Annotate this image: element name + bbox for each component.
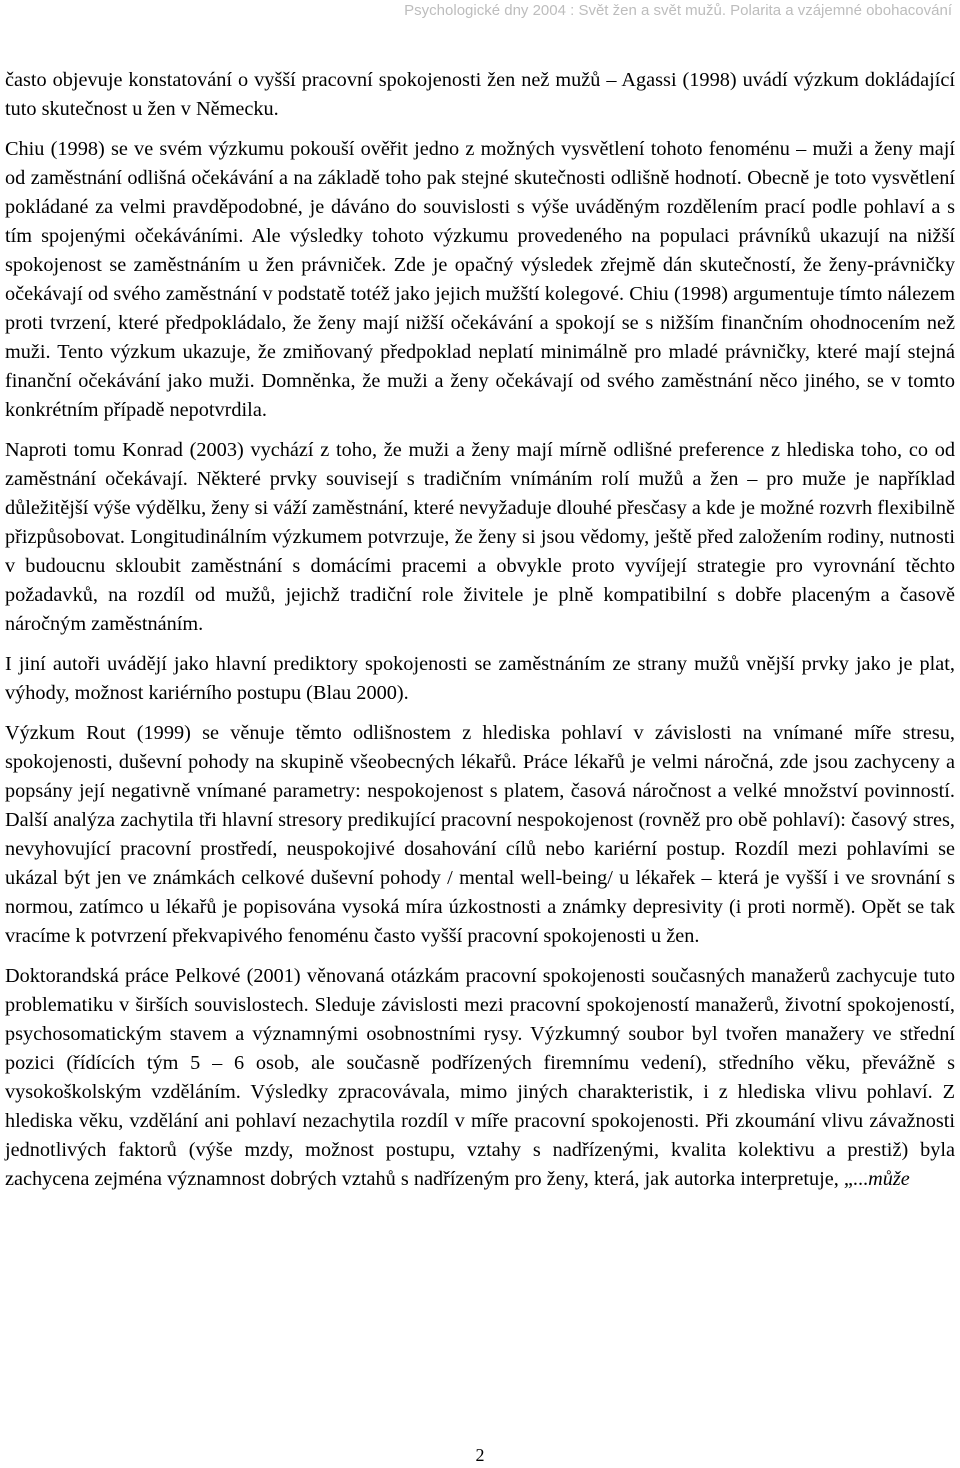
paragraph: Chiu (1998) se ve svém výzkumu pokouší ověřit jedno z možných vysvětlení tohoto fenoménu – muži a ženy mají od zaměstnání odlišná očekávání a na základě toho pak stejné skutečnosti odlišně hodnotí. Obecně je toto vysvětlení pokládané za velmi pravděpodobné, je dáváno do souvislosti s výše uváděným rozdělením prací podle pohlaví a s tím spojenými očekáváními. Ale výsledky tohoto výzkumu provedeného na populaci právníků ukazují na nižší spokojenost se zaměstnáním u žen právniček. Zde je opačný výsledek zřejmě dán skutečností, že ženy-právničky očekávají od svého zaměstnání v podstatě totéž jako jejich mužští kolegové. Chiu (1998) argumentuje tímto nálezem proti tvrzení, které předpokládalo, že ženy mají nižší očekávání a spokojí se s nižším finančním ohodnocením než muži. Tento výzkum ukazuje, že zmiňovaný předpoklad neplatí minimálně pro mladé právničky, které mají stejná finanční očekávání jako muži. Domněnka, že muži a ženy očekávají od svého zaměstnání něco jiného, se v tomto konkrétním případě nepotvrdila. [5, 138, 955, 421]
paragraph: I jiní autoři uvádějí jako hlavní prediktory spokojenosti se zaměstnáním ze strany mužů vnější prvky jako je plat, výhody, možnost kariérního postupu (Blau 2000). [5, 653, 955, 704]
document-body [5, 66, 955, 1205]
paragraph-last-text: Doktorandská práce Pelkové (2001) věnovaná otázkám pracovní spokojenosti současných manažerů zachycuje tuto problematiku v širších souvislostech. Sleduje závislosti mezi pracovní spokojeností manažerů, životní spokojeností, psychosomatickým stavem a významnými osobnostními rysy. Výzkumný soubor byl tvořen manažery ve střední pozici (řídících tým 5 – 6 osob, ale současně podřízených firemnímu vedení), středního věku, převážně s vysokoškolským vzděláním. Výsledky zpracovávala, mimo jiných charakteristik, i z hlediska vlivu pohlaví. Z hlediska věku, vzdělání ani pohlaví nezachytila rozdíl v míře pracovní spokojenosti. Při zkoumání vlivu závažnosti jednotlivých faktorů (výše mzdy, možnost postupu, vztahy s nadřízenými, kvalita kolektivu a prestiž) byla zachycena zejména významnost dobrých vztahů s nadřízeným pro ženy, která, jak autorka interpretuje, „... [5, 965, 955, 1190]
italic-word: může [868, 1168, 910, 1190]
paragraph-last [5, 962, 955, 1194]
paragraph: Výzkum Rout (1999) se věnuje těmto odlišnostem z hlediska pohlaví v závislosti na vnímané míře stresu, spokojenosti, duševní pohody na skupině všeobecných lékařů. Práce lékařů je velmi náročná, zde jsou zachyceny a popsány její negativně vnímané parametry: nespokojenost s platem, časová náročnost a velké množství povinností. Další analýza zachytila tři hlavní stresory predikující pracovní nespokojenost (rovněž pro obě pohlaví): časový stres, nevyhovující pracovní prostředí, neuspokojivé dosahování cílů nebo kariérní postup. Rozdíl mezi pohlavími se ukázal být jen ve známkách celkové duševní pohody / mental well-being/ u lékařek – která je vyšší i ve srovnání s normou, zatímco u lékařů je popisována vysoká míra úzkostnosti a známky depresivity (i proti normě). Opět se tak vracíme k potvrzení překvapivého fenoménu často vyšší pracovní spokojenosti u žen. [5, 722, 955, 947]
running-header: Psychologické dny 2004 : Svět žen a svět mužů. Polarita a vzájemné obohacování [404, 2, 952, 19]
page-number: 2 [475, 1445, 485, 1465]
paragraph: často objevuje konstatování o vyšší pracovní spokojenosti žen než mužů – Agassi (1998) uvádí výzkum dokládající tuto skutečnost u žen v Německu. [5, 69, 955, 120]
paragraph: Naproti tomu Konrad (2003) vychází z toho, že muži a ženy mají mírně odlišné preference z hlediska toho, co od zaměstnání očekávají. Některé prvky souvisejí s tradičním vnímáním rolí mužů a žen – pro muže je například důležitější výše výdělku, ženy si váží zaměstnání, které nevyžaduje dlouhé přesčasy a kde je možné rozvrh flexibilně přizpůsobovat. Longitudinálním výzkumem potvrzuje, že ženy si jsou vědomy, ještě před založením rodiny, nutnosti v budoucnu skloubit zaměstnání s domácími pracemi a obvykle proto vyvíjejí strategie pro vyrovnání těchto požadavků, na rozdíl od mužů, jejichž tradiční role živitele je plně kompatibilní s dobře placeným a časově náročným zaměstnáním. [5, 439, 955, 635]
